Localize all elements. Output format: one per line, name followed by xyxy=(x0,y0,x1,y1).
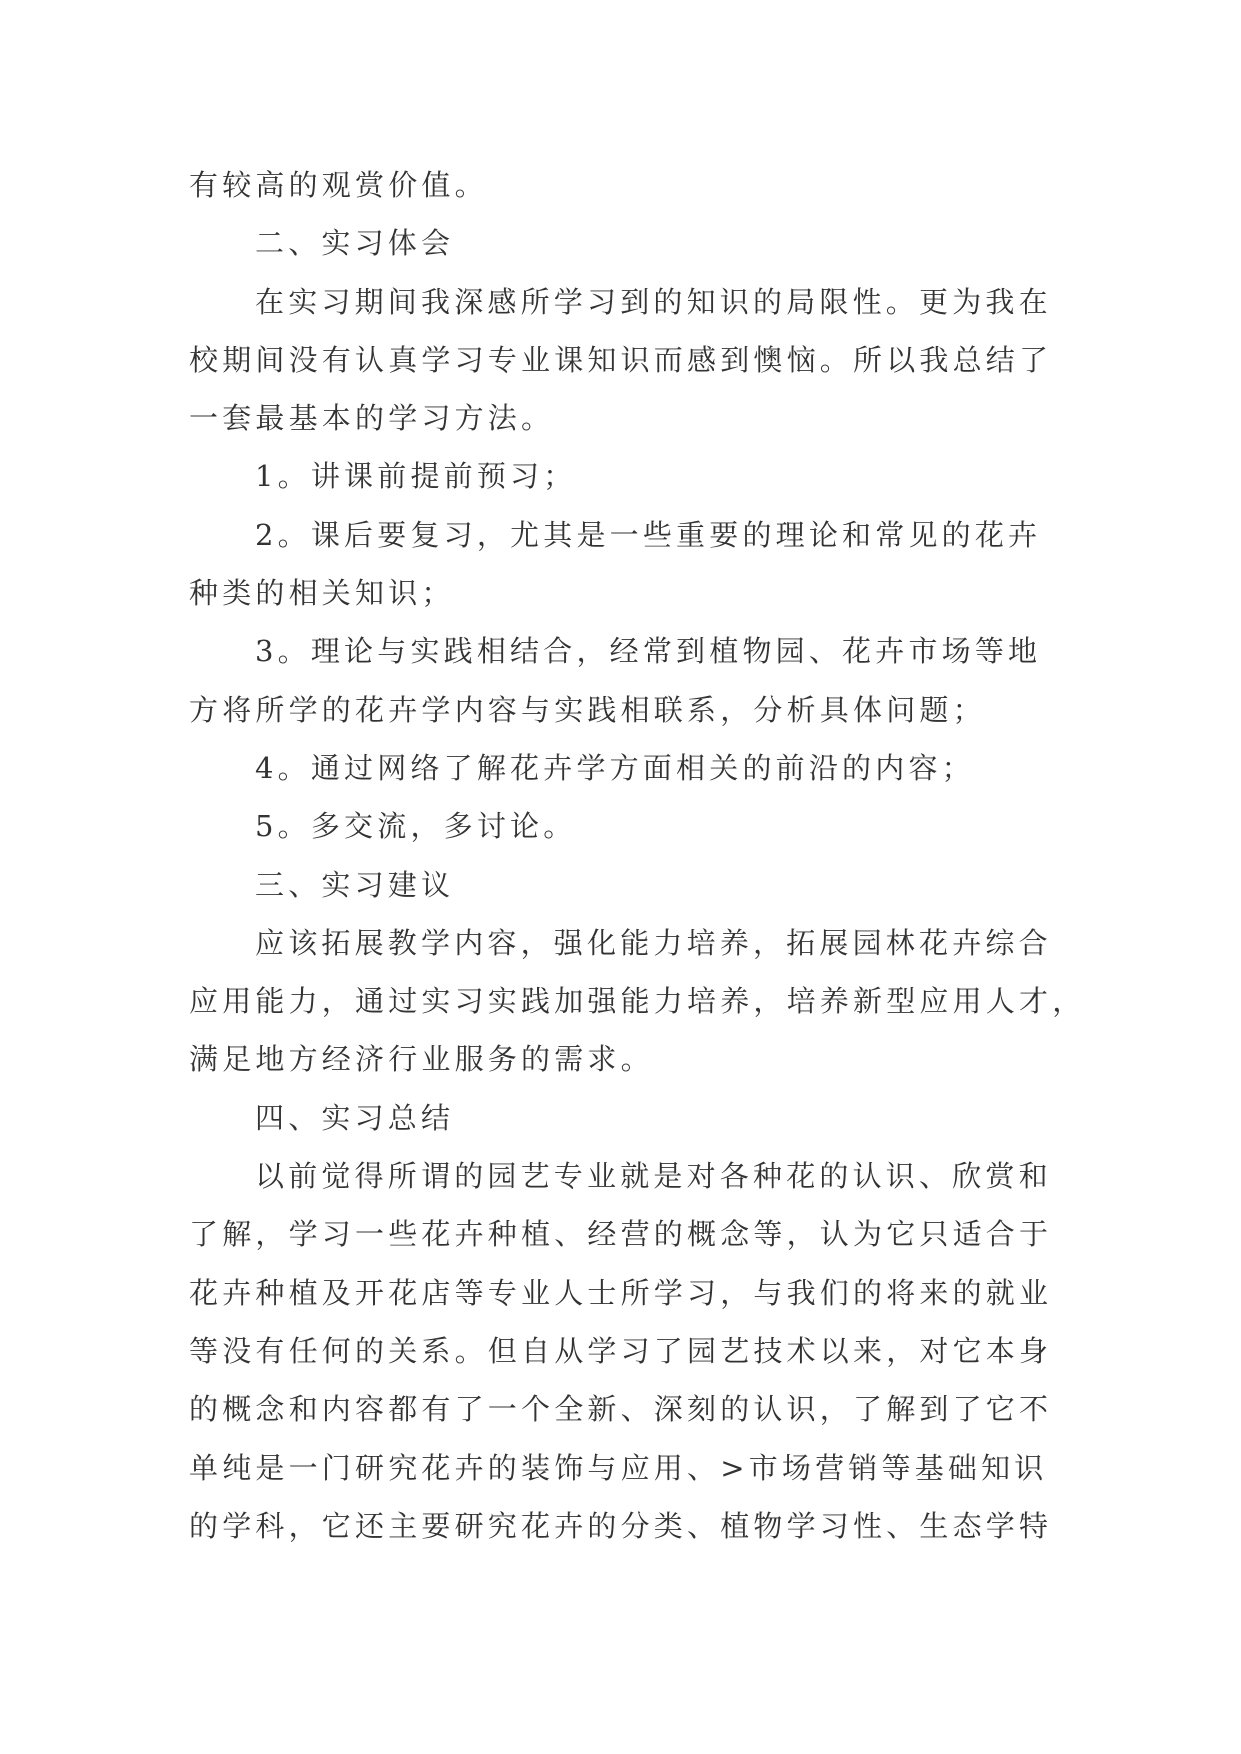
text-line: 1。讲课前提前预习； xyxy=(255,459,577,494)
text-line: 的学科，它还主要研究花卉的分类、植物学习性、生态学特 xyxy=(189,1508,1053,1543)
text-line: 了解，学习一些花卉种植、经营的概念等，认为它只适合于 xyxy=(189,1217,1053,1252)
text-line: 四、实习总结 xyxy=(255,1100,455,1135)
text-line: 在实习期间我深感所学习到的知识的局限性。更为我在 xyxy=(255,284,1052,319)
text-line: 一套最基本的学习方法。 xyxy=(189,401,555,436)
text-line: 2。课后要复习，尤其是一些重要的理论和常见的花卉 xyxy=(255,517,1042,552)
text-line: 方将所学的花卉学内容与实践相联系，分析具体问题； xyxy=(189,692,986,727)
text-line: 种类的相关知识； xyxy=(189,576,455,611)
text-line: 3。理论与实践相结合，经常到植物园、花卉市场等地 xyxy=(255,634,1042,669)
text-line: 5。多交流，多讨论。 xyxy=(255,809,577,844)
text-line: 单纯是一门研究花卉的装饰与应用、>市场营销等基础知识 xyxy=(189,1450,1048,1485)
text-line: 的概念和内容都有了一个全新、深刻的认识，了解到了它不 xyxy=(189,1392,1053,1427)
text-line: 应该拓展教学内容，强化能力培养，拓展园林花卉综合 xyxy=(255,925,1052,960)
text-line: 以前觉得所谓的园艺专业就是对各种花的认识、欣赏和 xyxy=(255,1159,1052,1194)
text-line: 有较高的观赏价值。 xyxy=(189,168,488,202)
text-line: 等没有任何的关系。但自从学习了园艺技术以来，对它本身 xyxy=(189,1333,1053,1368)
text-line: 满足地方经济行业服务的需求。 xyxy=(189,1042,654,1077)
text-line: 校期间没有认真学习专业课知识而感到懊恼。所以我总结了 xyxy=(189,342,1053,377)
text-line: 二、实习体会 xyxy=(255,226,455,261)
text-line: 花卉种植及开花店等专业人士所学习，与我们的将来的就业 xyxy=(189,1275,1053,1310)
text-line: 4。通过网络了解花卉学方面相关的前沿的内容； xyxy=(255,750,975,785)
body-text xyxy=(189,156,1086,1555)
text-line: 应用能力，通过实习实践加强能力培养，培养新型应用人才， xyxy=(189,984,1086,1019)
text-line: 三、实习建议 xyxy=(255,867,455,902)
